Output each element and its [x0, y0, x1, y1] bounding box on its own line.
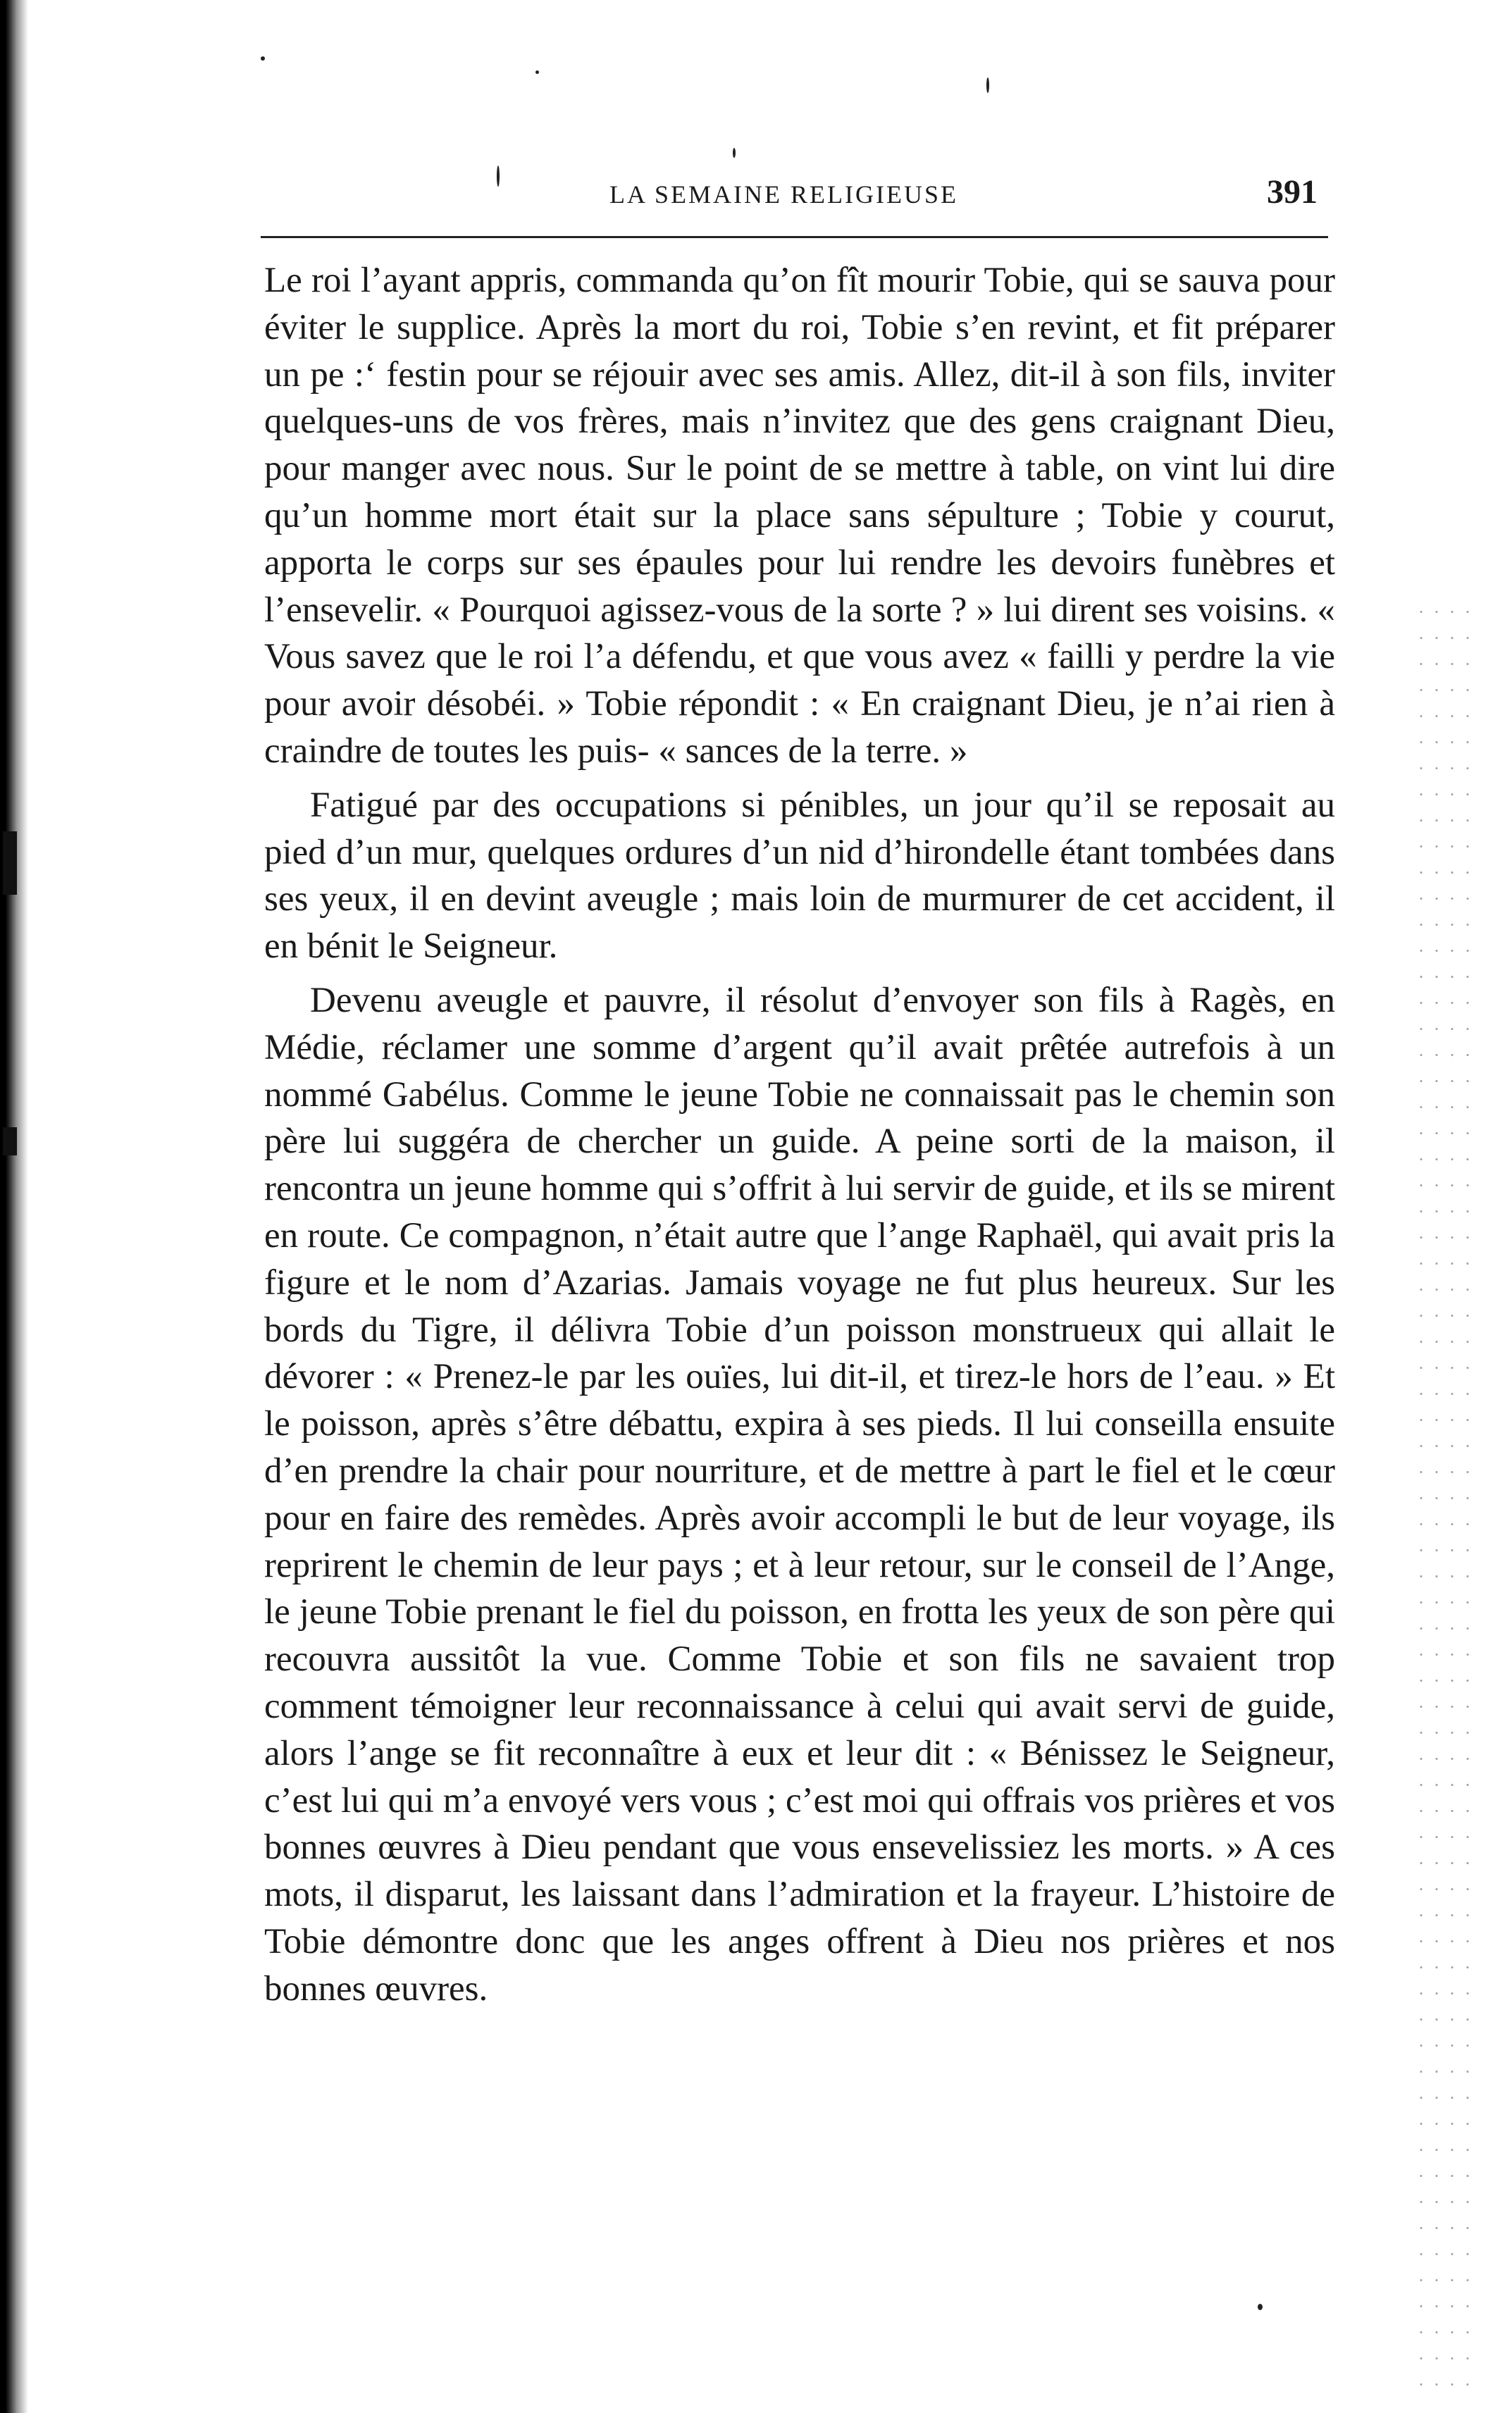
body-text	[264, 257, 1335, 2012]
scan-speck	[261, 56, 265, 61]
header-rule	[261, 236, 1328, 238]
binding-mark	[3, 831, 17, 895]
scan-speck	[1258, 2304, 1263, 2310]
scan-speck	[733, 148, 736, 158]
book-binding-shadow	[0, 0, 28, 2413]
binding-mark	[3, 1127, 17, 1155]
scan-speck	[535, 70, 539, 74]
paragraph: Devenu aveugle et pauvre, il résolut d’envoyer son fils à Ragès, en Médie, réclamer une somme d’argent qu’il avait prêtée autrefois à un nommé Gabélus. Comme le jeune Tobie ne connaissait pas le chemin son père lui suggéra de chercher un guide. A peine sorti de la maison, il rencontra un jeune homme qui s’offrit à lui servir de guide, et ils se mirent en route. Ce compagnon, n’était autre que l’ange Raphaël, qui avait pris la figure et le nom d’Azarias. Jamais voyage ne fut plus heureux. Sur les bords du Tigre, il délivra Tobie d’un poisson monstrueux qui allait le dévorer : « Prenez-le par les ouïes, lui dit-il, et tirez-le hors de l’eau. » Et le poisson, après s’être débattu, expira à ses pieds. Il lui conseilla ensuite d’en prendre la chair pour nourriture, et de mettre à part le fiel et le cœur pour en faire des remèdes. Après avoir accompli le but de leur voyage, ils reprirent le chemin de leur pays ; et à leur retour, sur le conseil de l’Ange, le jeune Tobie prenant le fiel du poisson, en frotta les yeux de son père qui recouvra aussitôt la vue. Comme Tobie et son fils ne savaient trop comment témoigner leur reconnaissance à celui qui avait servi de guide, alors l’ange se fit reconnaître à eux et leur dit : « Bénissez le Seigneur, c’est lui qui m’a envoyé vers vous ; c’est moi qui offrais vos prières et vos bonnes œuvres à Dieu pendant que vous ensevelissiez les morts. » A ces mots, il disparut, les laissant dans l’admiration et la frayeur. L’histoire de Tobie démontre donc que les anges offrent à Dieu nos prières et nos bonnes œuvres.	[264, 980, 1335, 2009]
paragraph: Fatigué par des occupations si pénibles, un jour qu’il se reposait au pied d’un mur, quelques ordures d’un nid d’hirondelle étant tombées dans ses yeux, il en devint aveugle ; mais loin de murmurer de cet accident, il en bénit le Seigneur.	[264, 785, 1335, 967]
running-head: LA SEMAINE RELIGIEUSE	[609, 180, 958, 209]
scan-speck	[986, 77, 989, 93]
page-number: 391	[1267, 173, 1318, 211]
scan-noise	[1413, 599, 1477, 2395]
page-header	[261, 173, 1332, 222]
paragraph: Le roi l’ayant appris, commanda qu’on fît mourir Tobie, qui se sauva pour éviter le supplice. Après la mort du roi, Tobie s’en revint, et fit préparer un pe :‘ festin pour se réjouir avec ses amis. Allez, dit-il à son fils, inviter quelques-uns de vos frères, mais n’invitez que des gens craignant Dieu, pour manger avec nous. Sur le point de se mettre à table, on vint lui dire qu’un homme mort était sur la place sans sépulture ; Tobie y courut, apporta le corps sur ses épaules pour lui rendre les devoirs funèbres et l’ensevelir. « Pourquoi agissez-vous de la sorte ? » lui dirent ses voisins. « Vous savez que le roi l’a défendu, et que vous avez « failli y perdre la vie pour avoir désobéi. » Tobie répondit : « En craignant Dieu, je n’ai rien à craindre de toutes les puis- « sances de la terre. »	[264, 261, 1335, 771]
